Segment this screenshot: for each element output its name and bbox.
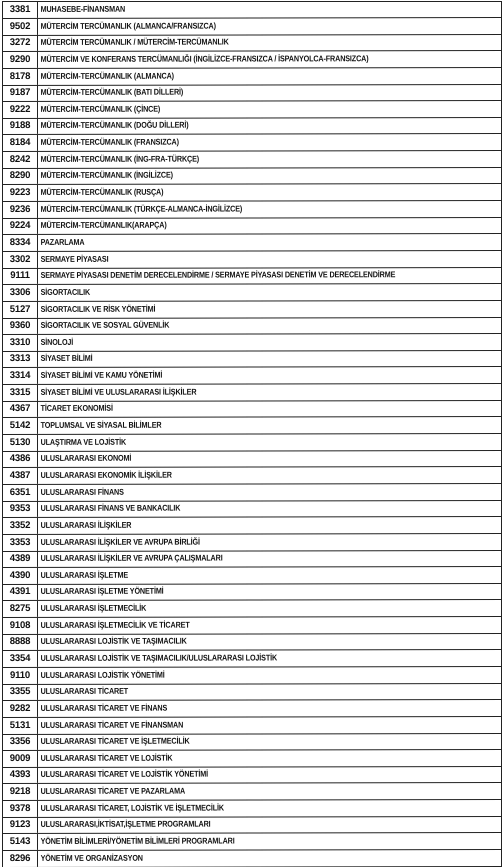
program-name-cell: ULUSLARARASI TİCARET VE LOJİSTİK YÖNETİMİ <box>40 769 209 780</box>
table-row <box>3 500 501 518</box>
program-name-cell: ULUSLARARASI TİCARET, LOJİSTİK VE İŞLETMECİLİK <box>40 802 224 813</box>
table-row <box>3 434 501 452</box>
program-name-cell: SİYASET BİLİMİ VE ULUSLARARASI İLİŞKİLER <box>40 386 197 397</box>
program-name-cell: ULUSLARARASI LOJİSTİK VE TAŞIMACILIK/ULUSLARARASI LOJİSTİK <box>40 652 278 663</box>
program-code-cell: 9502 <box>3 19 38 35</box>
program-code-cell: 5131 <box>3 717 38 733</box>
program-name-cell: MÜTERCİM TERCÜMANLIK (ALMANCA/FRANSIZCA) <box>40 20 216 31</box>
table-row <box>3 600 501 618</box>
table-row <box>3 284 501 302</box>
program-name-cell: MÜTERCİM-TERCÜMANLIK (İNG-FRA-TÜRKÇE) <box>40 153 200 164</box>
program-name-cell: SİGORTACILIK VE RİSK YÖNETİMİ <box>40 303 156 314</box>
table-row <box>3 201 501 219</box>
table-row <box>3 251 501 269</box>
program-code-cell: 9187 <box>3 85 38 101</box>
table-row <box>3 234 501 252</box>
table-row <box>3 850 501 867</box>
table-row <box>3 467 501 485</box>
program-name-cell: MUHASEBE-FİNANSMAN <box>40 3 126 14</box>
table-row <box>3 650 501 668</box>
table-row <box>3 317 501 335</box>
table-row <box>3 750 501 768</box>
program-name-cell: SİNOLOJİ <box>40 336 74 347</box>
program-code-cell: 8178 <box>3 68 38 84</box>
table-row <box>3 583 501 601</box>
program-code-cell: 8296 <box>3 851 38 867</box>
program-name-cell: MÜTERCİM-TERCÜMANLIK (ALMANCA) <box>40 70 174 81</box>
program-code-cell: 9223 <box>3 185 38 201</box>
table-row <box>3 1 501 19</box>
program-code-cell: 9224 <box>3 218 38 234</box>
program-name-cell: ULUSLARARASI,İKTİSAT,İŞLETME PROGRAMLARI <box>40 818 211 830</box>
table-row <box>3 367 501 385</box>
program-name-cell: TİCARET EKONOMİSİ <box>40 403 113 414</box>
program-code-cell: 8242 <box>3 152 38 168</box>
program-name-cell: SİGORTACILIK <box>40 286 91 297</box>
program-code-cell: 4387 <box>3 468 38 484</box>
program-code-cell: 3381 <box>3 2 38 18</box>
program-code-cell: 9110 <box>3 668 38 684</box>
program-code-cell: 3313 <box>3 351 38 367</box>
table-row <box>3 384 501 402</box>
program-code-cell: 3352 <box>3 518 38 534</box>
table-row <box>3 417 501 435</box>
program-code-cell: 8275 <box>3 601 38 617</box>
program-code-cell: 3354 <box>3 651 38 667</box>
program-name-cell: ULUSLARARASI TİCARET VE FİNANSMAN <box>40 719 184 730</box>
program-code-cell: 6351 <box>3 485 38 501</box>
program-name-cell: ULUSLARARASI EKONOMİK İLİŞKİLER <box>40 469 172 480</box>
program-name-cell: MÜTERCİM-TERCÜMANLIK (FRANSIZCA) <box>40 136 179 148</box>
program-name-cell: YÖNETİM BİLİMLERİ/YÖNETİM BİLİMLERİ PROGRAMLARI <box>40 835 235 846</box>
table-row <box>3 300 501 318</box>
program-name-cell: YÖNETİM VE ORGANİZASYON <box>40 852 143 863</box>
table-row <box>3 134 501 152</box>
program-name-cell: ULUSLARARASI TİCARET VE LOJİSTİK <box>40 752 173 763</box>
table-row <box>3 101 501 119</box>
program-name-cell: ULUSLARARASI İLİŞKİLER VE AVRUPA BİRLİĞİ <box>40 536 200 547</box>
program-name-cell: ULUSLARARASI EKONOMİ <box>40 453 132 464</box>
program-name-cell: MÜTERCİM-TERCÜMANLIK (RUSÇA) <box>40 186 164 197</box>
table-row <box>3 733 501 751</box>
table-row <box>3 766 501 784</box>
table-row <box>3 400 501 418</box>
program-name-cell: PAZARLAMA <box>40 236 85 247</box>
program-code-cell: 9360 <box>3 318 38 334</box>
table-row <box>3 633 501 651</box>
table-row <box>3 267 501 285</box>
program-name-cell: ULUSLARARASI İŞLETME YÖNETİMİ <box>40 586 164 597</box>
table-row <box>3 567 501 585</box>
program-name-cell: SERMAYE PİYASASI DENETİM DERECELENDİRME / SERMAYE PİYASASI DENETİM VE DERECELENDİRME <box>40 269 396 281</box>
table-row <box>3 517 501 535</box>
program-code-cell: 9111 <box>3 268 38 284</box>
program-code-cell: 3302 <box>3 252 38 268</box>
program-code-cell: 9378 <box>3 801 38 817</box>
program-code-cell: 5142 <box>3 418 38 434</box>
program-code-cell: 4390 <box>3 568 38 584</box>
program-code-cell: 9353 <box>3 501 38 517</box>
program-name-cell: SİYASET BİLİMİ <box>40 353 93 364</box>
program-name-cell: TOPLUMSAL VE SİYASAL BİLİMLER <box>40 419 162 430</box>
program-code-cell: 3310 <box>3 335 38 351</box>
program-name-cell: MÜTERCİM-TERCÜMANLIK (ÇİNCE) <box>40 103 161 114</box>
table-row <box>3 84 501 102</box>
program-code-cell: 3314 <box>3 368 38 384</box>
program-code-cell: 9290 <box>3 52 38 68</box>
table-row <box>3 683 501 701</box>
program-name-cell: ULUSLARARASI İŞLETME <box>40 569 129 580</box>
table-row <box>3 533 501 551</box>
program-name-cell: MÜTERCİM-TERCÜMANLIK(ARAPÇA) <box>40 219 167 231</box>
program-name-cell: ULAŞTIRMA VE LOJİSTİK <box>40 436 127 447</box>
program-name-cell: MÜTERCİM-TERCÜMANLIK (TÜRKÇE-ALMANCA-İNGİLİZCE) <box>40 203 243 214</box>
program-code-cell: 9282 <box>3 701 38 717</box>
program-code-cell: 9222 <box>3 102 38 118</box>
table-row <box>3 550 501 568</box>
program-name-cell: ULUSLARARASI İŞLETMECİLİK <box>40 602 147 613</box>
table-row <box>3 68 501 86</box>
program-code-cell: 9123 <box>3 817 38 833</box>
program-code-cell: 3353 <box>3 534 38 550</box>
table-row <box>3 816 501 834</box>
table-row <box>3 800 501 818</box>
program-code-cell: 4391 <box>3 584 38 600</box>
program-code-cell: 9218 <box>3 784 38 800</box>
program-name-cell: ULUSLARARASI TİCARET VE FİNANS <box>40 702 168 713</box>
table-row <box>3 667 501 685</box>
program-name-cell: MÜTERCİM-TERCÜMANLIK (DOĞU DİLLERİ) <box>40 120 189 131</box>
program-name-cell: MÜTERCİM VE KONFERANS TERCÜMANLIĞI (İNGİLİZCE-FRANSIZCA / İSPANYOLCA-FRANSIZCA) <box>40 53 369 64</box>
program-name-cell: ULUSLARARASI İŞLETMECİLİK VE TİCARET <box>40 619 190 630</box>
program-code-cell: 3306 <box>3 285 38 301</box>
program-code-cell: 3272 <box>3 35 38 51</box>
table-row <box>3 350 501 368</box>
table-row <box>3 484 501 502</box>
program-name-cell: SİGORTACILIK VE SOSYAL GÜVENLİK <box>40 319 170 331</box>
table-row <box>3 700 501 718</box>
program-name-cell: MÜTERCİM-TERCÜMANLIK (BATI DİLLERİ) <box>40 86 184 98</box>
program-name-cell: MÜTERCİM-TERCÜMANLIK (İNGİLİZCE) <box>40 170 173 181</box>
program-code-cell: 3356 <box>3 734 38 750</box>
program-name-cell: ULUSLARARASI FİNANS VE BANKACILIK <box>40 502 181 514</box>
program-code-cell: 8290 <box>3 168 38 184</box>
table-row <box>3 34 501 52</box>
table-row <box>3 450 501 468</box>
program-code-cell: 8334 <box>3 235 38 251</box>
program-code-cell: 9236 <box>3 202 38 218</box>
program-code-cell: 8888 <box>3 634 38 650</box>
program-table <box>2 1 502 867</box>
program-code-cell: 3355 <box>3 684 38 700</box>
program-name-cell: ULUSLARARASI LOJİSTİK VE TAŞIMACILIK <box>40 635 187 647</box>
program-name-cell: ULUSLARARASI LOJİSTİK YÖNETİMİ <box>40 669 165 680</box>
program-code-cell: 8184 <box>3 135 38 151</box>
table-row <box>3 18 501 36</box>
table-row <box>3 184 501 202</box>
program-name-cell: MÜTERCİM TERCÜMANLIK / MÜTERCİM-TERCÜMANLIK <box>40 36 229 48</box>
program-code-cell: 5130 <box>3 435 38 451</box>
table-row <box>3 217 501 235</box>
program-code-cell: 9188 <box>3 118 38 134</box>
program-name-cell: ULUSLARARASI TİCARET <box>40 686 129 697</box>
program-code-cell: 5127 <box>3 301 38 317</box>
program-code-cell: 5143 <box>3 834 38 850</box>
table-row <box>3 833 501 851</box>
program-name-cell: ULUSLARARASI İLİŞKİLER VE AVRUPA ÇALIŞMALARI <box>40 552 223 564</box>
program-name-cell: ULUSLARARASI TİCARET VE İŞLETMECİLİK <box>40 735 190 747</box>
program-code-cell: 9108 <box>3 618 38 634</box>
program-code-cell: 9009 <box>3 751 38 767</box>
table-row <box>3 151 501 169</box>
table-row <box>3 117 501 135</box>
table-row <box>3 783 501 801</box>
program-code-cell: 4389 <box>3 551 38 567</box>
table-row <box>3 717 501 735</box>
program-code-cell: 4367 <box>3 401 38 417</box>
table-row <box>3 167 501 185</box>
program-code-cell: 4386 <box>3 451 38 467</box>
table-row <box>3 334 501 352</box>
table-row <box>3 51 501 69</box>
table-row <box>3 617 501 635</box>
program-name-cell: ULUSLARARASI İLİŞKİLER <box>40 519 132 530</box>
program-name-cell: ULUSLARARASI FİNANS <box>40 486 124 497</box>
program-name-cell: ULUSLARARASI TİCARET VE PAZARLAMA <box>40 785 186 797</box>
program-name-cell: SERMAYE PİYASASI <box>40 253 109 264</box>
program-name-cell: SİYASET BİLİMİ VE KAMU YÖNETİMİ <box>40 369 163 381</box>
program-code-cell: 4393 <box>3 767 38 783</box>
program-code-cell: 3315 <box>3 385 38 401</box>
